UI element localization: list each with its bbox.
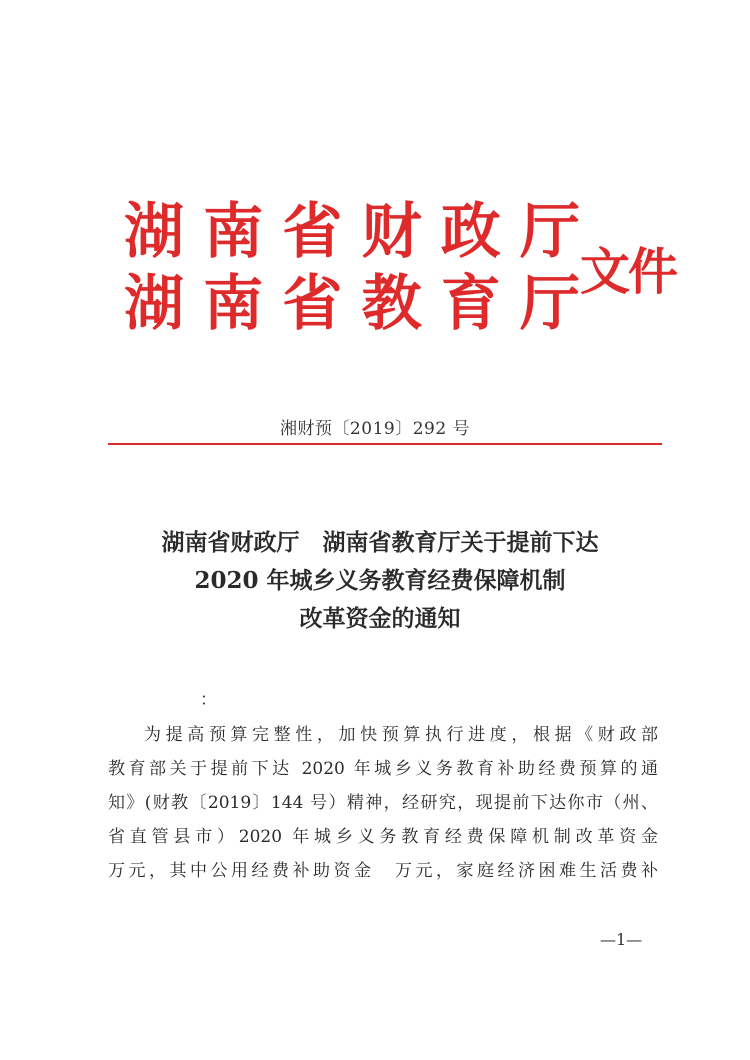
body-line-5: 万元，其中公用经费补助资金 万元，家庭经济困难生活费补 [108,861,658,881]
document-number: 湘财预〔2019〕292 号 [279,419,471,439]
issuer-finance-department [122,196,582,268]
body-line-1: 为提高预算完整性，加快预算执行进度，根据《财政部 [144,725,658,745]
issuer-char: 教 [361,269,422,339]
title-line-3: 改革资金的通知 [299,605,461,632]
addressee-colon: ： [200,690,217,710]
body-line-2: 教育部关于提前下达 2020 年城乡义务教育补助经费预算的通 [108,759,658,779]
body-text [108,718,658,888]
issuer-char: 政 [440,197,501,267]
issuer-char: 厅 [519,197,580,267]
issuer-char: 湖 [124,197,184,267]
issuer-char: 省 [282,197,343,267]
issuer-education-department [122,268,582,340]
issuer-char: 育 [440,269,501,339]
body-line-3: 知》(财教〔2019〕144 号）精神，经研究，现提前下达你市（州、 [108,793,658,813]
issuer-char: 省 [282,269,343,339]
issuer-char: 南 [203,269,264,339]
body-line-4: 省直管县市）2020 年城乡义务教育经费保障机制改革资金 [108,827,658,847]
issuer-char: 南 [203,197,264,267]
page-number: —1— [600,930,643,949]
document-type-label: 文件 [580,243,676,301]
issuer-char: 湖 [124,269,184,339]
title-line-1: 湖南省财政厅 湖南省教育厅关于提前下达 [161,529,599,556]
document-title [100,524,660,638]
issuer-char: 厅 [519,269,580,339]
issuer-char: 财 [361,197,422,267]
red-divider-line [108,443,662,445]
document-header [122,196,682,346]
title-line-2: 2020 年城乡义务教育经费保障机制 [194,567,566,594]
